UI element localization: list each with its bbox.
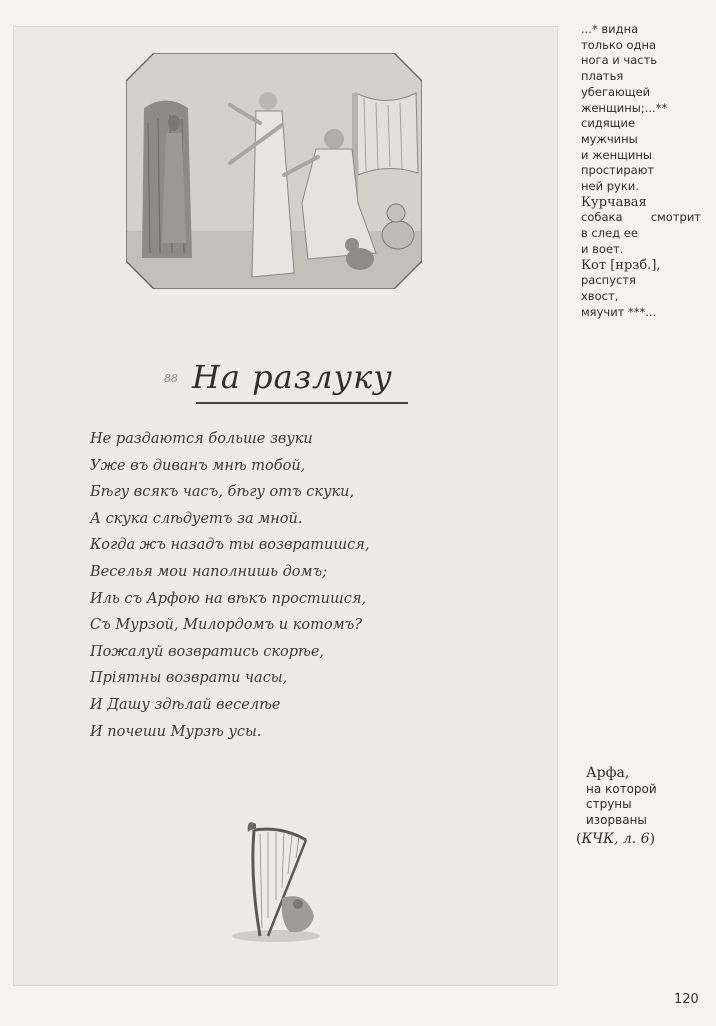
poem-title	[160, 350, 420, 410]
poem-line: Уже въ диванъ мнѣ тобой,	[90, 457, 306, 474]
poem-line: Не раздаются больше звуки	[90, 431, 313, 447]
poem-title-text: На разлуку	[192, 358, 393, 396]
side-note-line: сидящие	[581, 116, 636, 131]
poem-line: Иль съ Арфою на вѣкъ простишся,	[90, 590, 367, 607]
side-note-line: женщины;...**	[581, 100, 668, 115]
side-note-line: и воет.	[581, 241, 624, 256]
side-note	[581, 22, 709, 320]
harp-caption	[576, 765, 706, 848]
source-open-paren: (	[576, 831, 582, 847]
side-note-line: мужчины	[581, 131, 638, 146]
title-mark: 88	[164, 372, 178, 385]
side-note-line: простирают	[581, 163, 655, 178]
poem-line: Веселья мои наполнишь домъ;	[90, 563, 328, 580]
side-note-line: распустя	[581, 273, 636, 288]
side-note-line: Кот [нрзб.],	[581, 257, 661, 273]
poem-line: Пожалуй возвратись скорѣе,	[90, 643, 325, 660]
poem-body	[90, 426, 410, 745]
side-note-line: и женщины	[581, 147, 652, 162]
side-note-line: собака смотрит	[581, 210, 701, 225]
poem-line: А скука слѣдуетъ за мной.	[90, 510, 303, 527]
vignette-illustration	[126, 53, 422, 289]
caption-line: Арфа,	[586, 765, 630, 781]
harp-illustration	[226, 818, 326, 943]
side-note-line: Курчавая	[581, 194, 647, 210]
poem-line: Когда жъ назадъ ты возвратишся,	[90, 537, 370, 554]
side-note-line: ней руки.	[581, 179, 639, 194]
side-note-line: в след ее	[581, 226, 638, 241]
side-note-line: мяучит ***...	[581, 304, 657, 319]
source-abbreviation: КЧК, л. 6	[581, 831, 650, 847]
poem-line: И Дашу здѣлай веселѣе	[90, 696, 281, 713]
side-note-line: убегающей	[581, 84, 651, 99]
poem-line: И почеши Мурзѣ усы.	[90, 723, 262, 740]
side-note-line: хвост,	[581, 288, 619, 303]
caption-source	[576, 832, 706, 848]
source-close-paren: )	[649, 831, 656, 847]
side-note-line: ...* видна	[581, 22, 639, 36]
poem-line: Пріятны возврати часы,	[90, 670, 288, 687]
caption-line: струны	[586, 797, 632, 811]
caption-line: изорваны	[586, 812, 647, 827]
page-number: 120	[674, 992, 699, 1007]
side-note-line: только одна	[581, 37, 657, 52]
poem-line: Съ Мурзой, Милордомъ и котомъ?	[90, 617, 363, 634]
caption-line: на которой	[586, 781, 657, 796]
title-underline	[196, 402, 408, 404]
poem-line: Бѣгу всякъ часъ, бѣгу отъ скуки,	[90, 484, 355, 501]
side-note-line: нога и часть	[581, 53, 658, 68]
side-note-line: платья	[581, 69, 624, 84]
